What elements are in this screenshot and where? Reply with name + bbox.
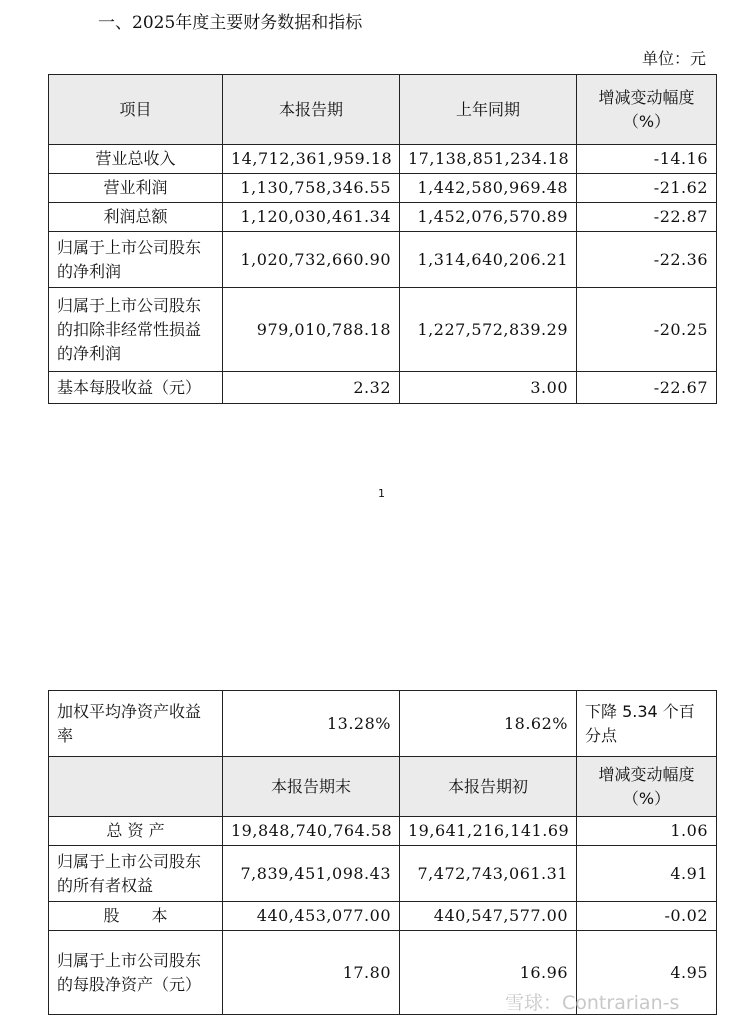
row-current: 14,712,361,959.18	[223, 145, 400, 174]
row-change: -22.87	[577, 203, 717, 232]
row-item: 归属于上市公司股东的所有者权益	[49, 846, 223, 902]
roe-prior: 18.62%	[400, 691, 577, 757]
row-item: 基本每股收益（元）	[49, 372, 223, 404]
row-change: 4.95	[577, 931, 717, 1015]
row-item: 总 资 产	[49, 817, 223, 846]
row-change: -0.02	[577, 902, 717, 931]
table-row	[49, 174, 717, 203]
table-header-row	[49, 75, 717, 145]
row-item: 利润总额	[49, 203, 223, 232]
financial-table-1	[48, 74, 717, 404]
table-row	[49, 232, 717, 288]
row-prior: 19,641,216,141.69	[400, 817, 577, 846]
row-change: 4.91	[577, 846, 717, 902]
watermark: 雪球：Contrarian-s	[505, 992, 680, 1014]
row-item: 归属于上市公司股东的每股净资产（元）	[49, 931, 223, 1015]
table-row	[49, 372, 717, 404]
roe-current: 13.28%	[223, 691, 400, 757]
row-change: -21.62	[577, 174, 717, 203]
table-row	[49, 846, 717, 902]
row-prior: 1,314,640,206.21	[400, 232, 577, 288]
row-change: 1.06	[577, 817, 717, 846]
header-item: 项目	[49, 75, 223, 145]
row-change: -14.16	[577, 145, 717, 174]
row-current: 17.80	[223, 931, 400, 1015]
roe-row	[49, 691, 717, 757]
row-prior: 440,547,577.00	[400, 902, 577, 931]
row-prior: 1,442,580,969.48	[400, 174, 577, 203]
header-current: 本报告期末	[223, 757, 400, 817]
table-header-row	[49, 757, 717, 817]
table-row	[49, 817, 717, 846]
header-change: 增减变动幅度（%）	[577, 757, 717, 817]
row-item: 归属于上市公司股东的净利润	[49, 232, 223, 288]
unit-label: 单位：元	[641, 49, 706, 68]
section-title: 一、2025年度主要财务数据和指标	[98, 13, 363, 33]
table-row	[49, 145, 717, 174]
table-row	[49, 288, 717, 372]
row-prior: 1,227,572,839.29	[400, 288, 577, 372]
row-change: -22.36	[577, 232, 717, 288]
header-item	[49, 757, 223, 817]
row-current: 19,848,740,764.58	[223, 817, 400, 846]
row-current: 440,453,077.00	[223, 902, 400, 931]
row-current: 7,839,451,098.43	[223, 846, 400, 902]
financial-table-2	[48, 690, 717, 1015]
row-current: 1,020,732,660.90	[223, 232, 400, 288]
table-row	[49, 902, 717, 931]
row-current: 979,010,788.18	[223, 288, 400, 372]
row-change: -22.67	[577, 372, 717, 404]
roe-change: 下降 5.34 个百分点	[577, 691, 717, 757]
row-item: 归属于上市公司股东的扣除非经常性损益的净利润	[49, 288, 223, 372]
header-change: 增减变动幅度（%）	[577, 75, 717, 145]
roe-item: 加权平均净资产收益率	[49, 691, 223, 757]
row-change: -20.25	[577, 288, 717, 372]
row-current: 1,130,758,346.55	[223, 174, 400, 203]
row-item: 股 本	[49, 902, 223, 931]
row-item: 营业利润	[49, 174, 223, 203]
row-prior: 1,452,076,570.89	[400, 203, 577, 232]
table-row	[49, 203, 717, 232]
row-prior: 16.96	[400, 931, 577, 1015]
row-item: 营业总收入	[49, 145, 223, 174]
row-prior: 17,138,851,234.18	[400, 145, 577, 174]
header-prior: 上年同期	[400, 75, 577, 145]
row-prior: 3.00	[400, 372, 577, 404]
header-prior: 本报告期初	[400, 757, 577, 817]
row-current: 1,120,030,461.34	[223, 203, 400, 232]
header-current: 本报告期	[223, 75, 400, 145]
page-number: 1	[378, 487, 385, 500]
row-prior: 7,472,743,061.31	[400, 846, 577, 902]
row-current: 2.32	[223, 372, 400, 404]
